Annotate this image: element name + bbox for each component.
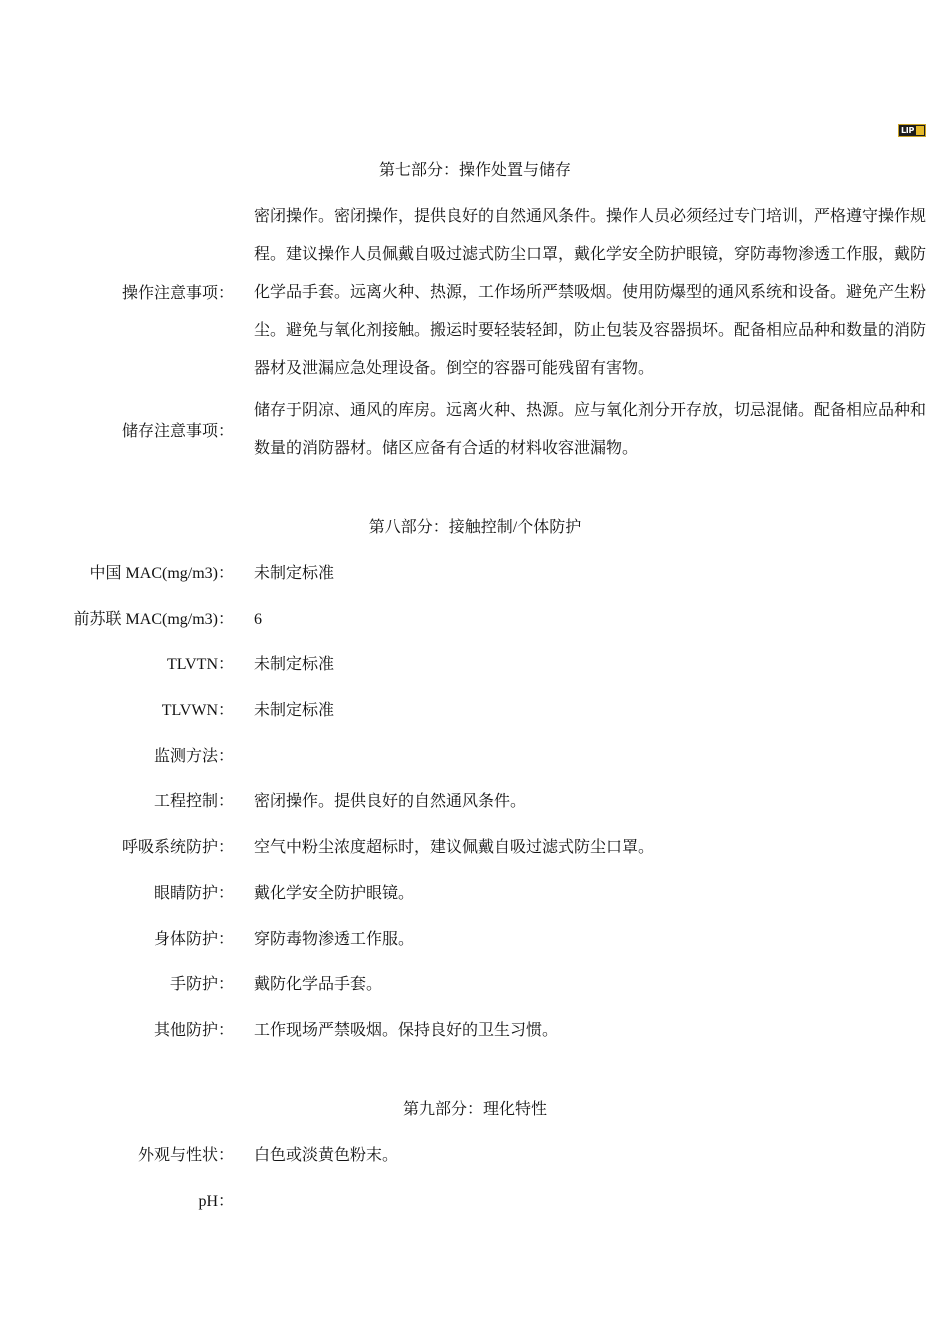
body-protection-label: 身体防护： xyxy=(153,931,234,948)
document-logo xyxy=(898,124,926,137)
hand-protection-label: 手防护： xyxy=(169,976,234,993)
ussr-mac-value: 6 xyxy=(254,611,262,628)
section-9-title: 第九部分：理化特性 xyxy=(402,1101,547,1118)
handling-label: 操作注意事项： xyxy=(121,285,234,302)
handling-text: 密闭操作。密闭操作，提供良好的自然通风条件。操作人员必须经过专门培训，严格遵守操作规程。建议操作人员佩戴自吸过滤式防尘口罩，戴化学安全防护眼镜，穿防毒物渗透工作服，戴防化学品手套。远离火种、热源，工作场所严禁吸烟。使用防爆型的通风系统和设备。避免产生粉尘。避免与氧化剂接触。搬运时要轻装轻卸，防止包装及容器损坏。配备相应品种和数量的消防器材及泄漏应急处理设备。倒空的容器可能残留有害物。 xyxy=(254,208,927,377)
logo-text: LIP xyxy=(901,126,915,135)
eye-protection-value: 戴化学安全防护眼镜。 xyxy=(254,885,415,902)
logo-mark-icon xyxy=(916,126,924,135)
hand-protection-value: 戴防化学品手套。 xyxy=(254,976,383,993)
tlvwn-label: TLVWN： xyxy=(161,702,234,719)
section-7-title: 第七部分：操作处置与储存 xyxy=(378,162,571,179)
tlvtn-value: 未制定标准 xyxy=(254,656,335,673)
ussr-mac-label: 前苏联 MAC(mg/m3)： xyxy=(73,611,234,628)
eye-protection-label: 眼睛防护： xyxy=(153,885,234,902)
engineering-control-label: 工程控制： xyxy=(153,793,234,810)
engineering-control-value: 密闭操作。提供良好的自然通风条件。 xyxy=(254,793,527,810)
respiratory-protection-value: 空气中粉尘浓度超标时，建议佩戴自吸过滤式防尘口罩。 xyxy=(254,839,655,856)
appearance-label: 外观与性状： xyxy=(137,1147,234,1164)
china-mac-value: 未制定标准 xyxy=(254,565,335,582)
respiratory-protection-label: 呼吸系统防护： xyxy=(121,839,234,856)
appearance-value: 白色或淡黄色粉末。 xyxy=(254,1147,399,1164)
other-protection-label: 其他防护： xyxy=(153,1022,234,1039)
ph-label: pH： xyxy=(198,1193,234,1210)
storage-text: 储存于阴凉、通风的库房。远离火种、热源。应与氧化剂分开存放，切忌混储。配备相应品种和数量的消防器材。储区应备有合适的材料收容泄漏物。 xyxy=(254,402,927,457)
tlvtn-label: TLVTN： xyxy=(167,656,234,673)
storage-label: 储存注意事项： xyxy=(121,423,234,440)
other-protection-value: 工作现场严禁吸烟。保持良好的卫生习惯。 xyxy=(254,1022,559,1039)
body-protection-value: 穿防毒物渗透工作服。 xyxy=(254,931,415,948)
tlvwn-value: 未制定标准 xyxy=(254,702,335,719)
china-mac-label: 中国 MAC(mg/m3)： xyxy=(89,565,234,582)
monitoring-method-label: 监测方法： xyxy=(153,748,234,765)
section-8-title: 第八部分：接触控制/个体防护 xyxy=(368,519,582,536)
